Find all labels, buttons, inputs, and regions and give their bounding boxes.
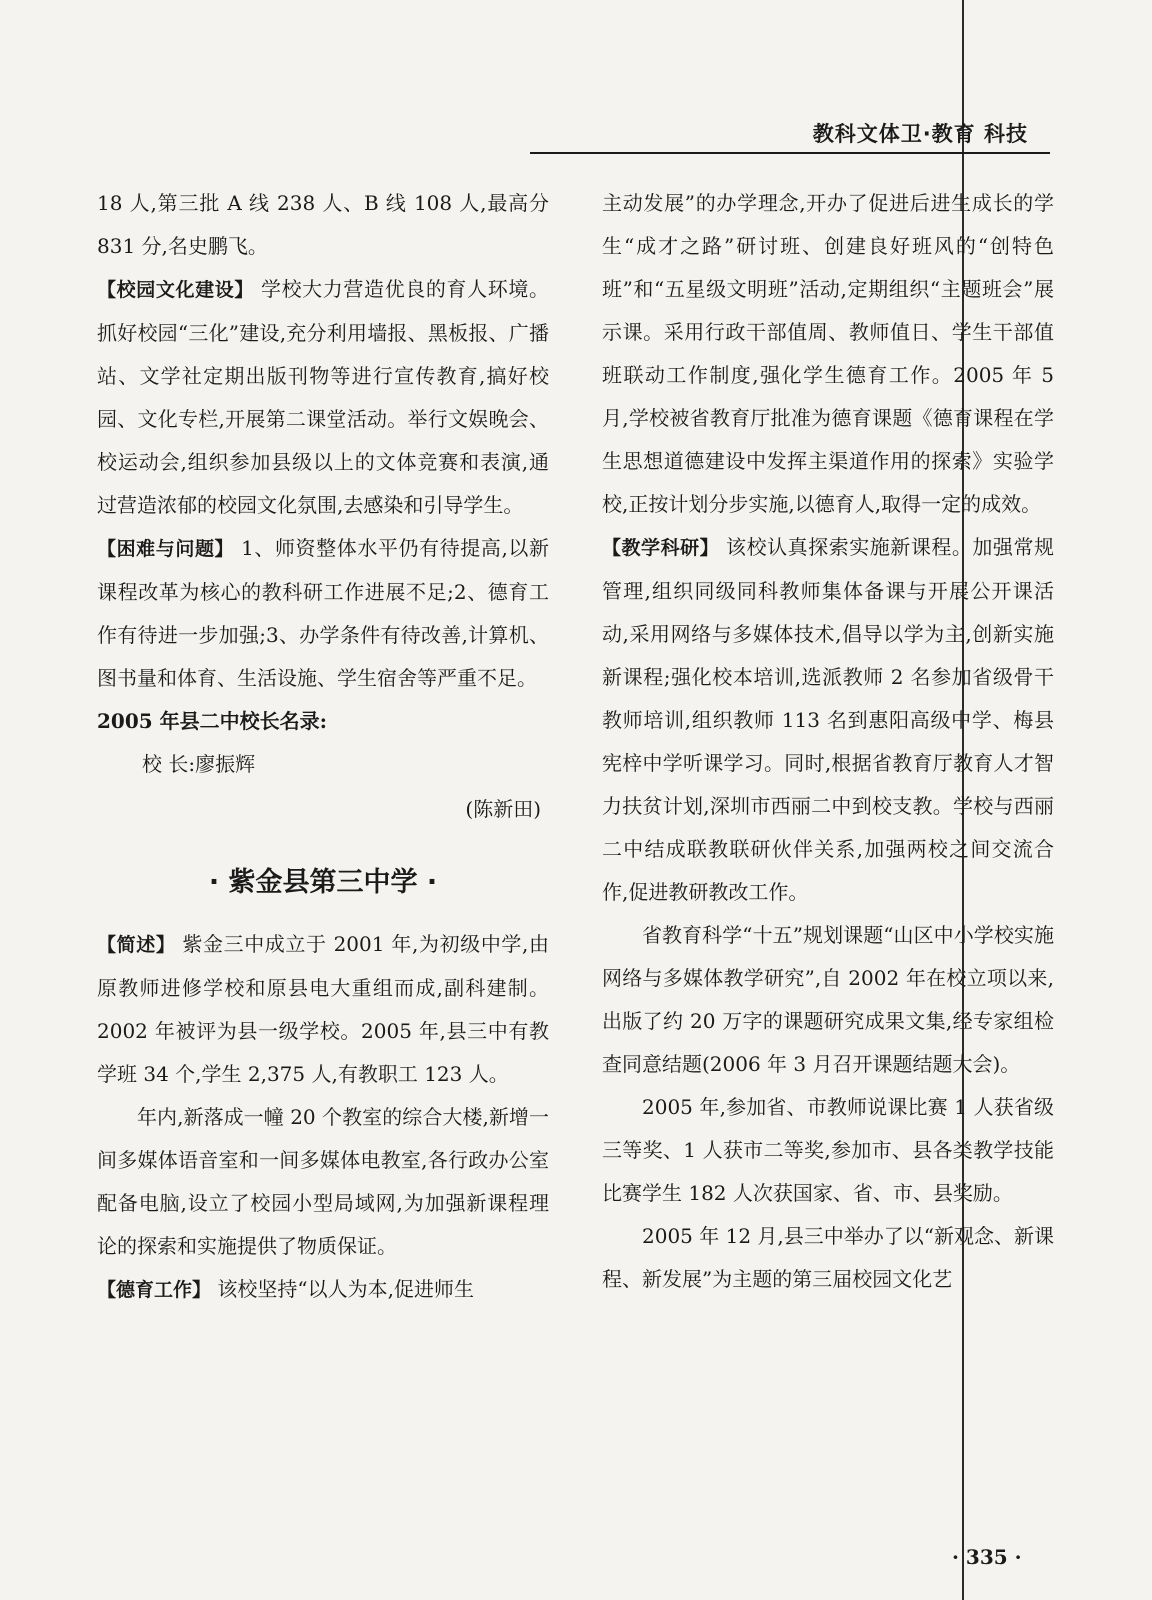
header-title: 教科文体卫·教育 科技: [812, 122, 1028, 146]
summary-section: [97, 923, 549, 1096]
problems-section: [97, 527, 549, 700]
research-text: 该校认真探索实施新课程。加强常规管理,组织同级同科教师集体备课与开展公开课活动,采用网络与多媒体技术,倡导以学为主,创新实施新课程;强化校本培训,选派教师 2 名参加省级骨干教师培训,组织教师 113 名到惠阳高级中学、梅县宪梓中学听课学习。同时,根据省教育厅教育人才智力扶贫计划,深圳市西丽二中到校支教。学校与西丽二中结成联教联研伙伴关系,加强两校之间交流合作,促进教研教改工作。: [602, 535, 1054, 904]
school-section-title: · 紫金县第三中学 ·: [208, 867, 438, 898]
campus-culture-label: 【校园文化建设】: [97, 279, 254, 301]
author-signature: (陈新田): [465, 797, 541, 821]
left-column: [97, 182, 549, 1312]
project-paragraph: 省教育科学“十五”规划课题“山区中小学校实施网络与多媒体教学研究”,自 2002 年在校立项以来,出版了约 20 万字的课题研究成果文集,经专家组检查同意结题(2006 年 3 月召开课题结题大会)。: [602, 923, 1054, 1076]
principal-line: 校 长:廖振辉: [142, 752, 256, 776]
header-rule: [530, 152, 1050, 154]
page-number: · 335 ·: [952, 1545, 1022, 1569]
campus-culture-section: [97, 268, 549, 527]
moral-label: 【德育工作】: [97, 1279, 212, 1301]
right-paragraph-1: 主动发展”的办学理念,开办了促进后进生成长的学生“成才之路”研讨班、创建良好班风的“创特色班”和“五星级文明班”活动,定期组织“主题班会”展示课。采用行政干部值周、教师值日、学生干部值班联动工作制度,强化学生德育工作。2005 年 5 月,学校被省教育厅批准为德育课题《德育课程在学生思想道德建设中发挥主渠道作用的探索》实验学校,正按计划分步实施,以德育人,取得一定的成效。: [602, 191, 1054, 516]
left-paragraph-1: 18 人,第三批 A 线 238 人、B 线 108 人,最高分 831 分,名史鹏飞。: [97, 191, 549, 258]
moral-section: [97, 1268, 549, 1312]
problems-label: 【困难与问题】: [97, 538, 235, 560]
summary-label: 【简述】: [97, 934, 176, 956]
principals-heading: 2005 年县二中校长名录:: [97, 709, 328, 733]
summary-text: 紫金三中成立于 2001 年,为初级中学,由原教师进修学校和原县电大重组而成,副科建制。2002 年被评为县一级学校。2005 年,县三中有教学班 34 个,学生 2,375 人,有教职工 123 人。: [97, 932, 549, 1086]
right-column: [602, 182, 1054, 1301]
running-header: [600, 112, 1040, 152]
research-section: [602, 526, 1054, 914]
moral-text: 该校坚持“以人为本,促进师生: [211, 1277, 474, 1301]
building-paragraph: 年内,新落成一幢 20 个教室的综合大楼,新增一间多媒体语音室和一间多媒体电教室,各行政办公室配备电脑,设立了校园小型局域网,为加强新课程理论的探索和实施提供了物质保证。: [97, 1105, 549, 1258]
problems-text: 1、师资整体水平仍有待提高,以新课程改革为核心的教科研工作进展不足;2、德育工作有待进一步加强;3、办学条件有待改善,计算机、图书量和体育、生活设施、学生宿舍等严重不足。: [97, 536, 549, 690]
awards-paragraph: 2005 年,参加省、市教师说课比赛 1 人获省级三等奖、1 人获市二等奖,参加市、县各类教学技能比赛学生 182 人次获国家、省、市、县奖励。: [602, 1095, 1054, 1205]
festival-paragraph: 2005 年 12 月,县三中举办了以“新观念、新课程、新发展”为主题的第三届校园文化艺: [602, 1224, 1055, 1291]
campus-culture-text: 学校大力营造优良的育人环境。抓好校园“三化”建设,充分利用墙报、黑板报、广播站、文学社定期出版刊物等进行宣传教育,搞好校园、文化专栏,开展第二课堂活动。举行文娱晚会、校运动会,组织参加县级以上的文体竞赛和表演,通过营造浓郁的校园文化氛围,去感染和引导学生。: [97, 277, 549, 517]
research-label: 【教学科研】: [602, 537, 720, 559]
